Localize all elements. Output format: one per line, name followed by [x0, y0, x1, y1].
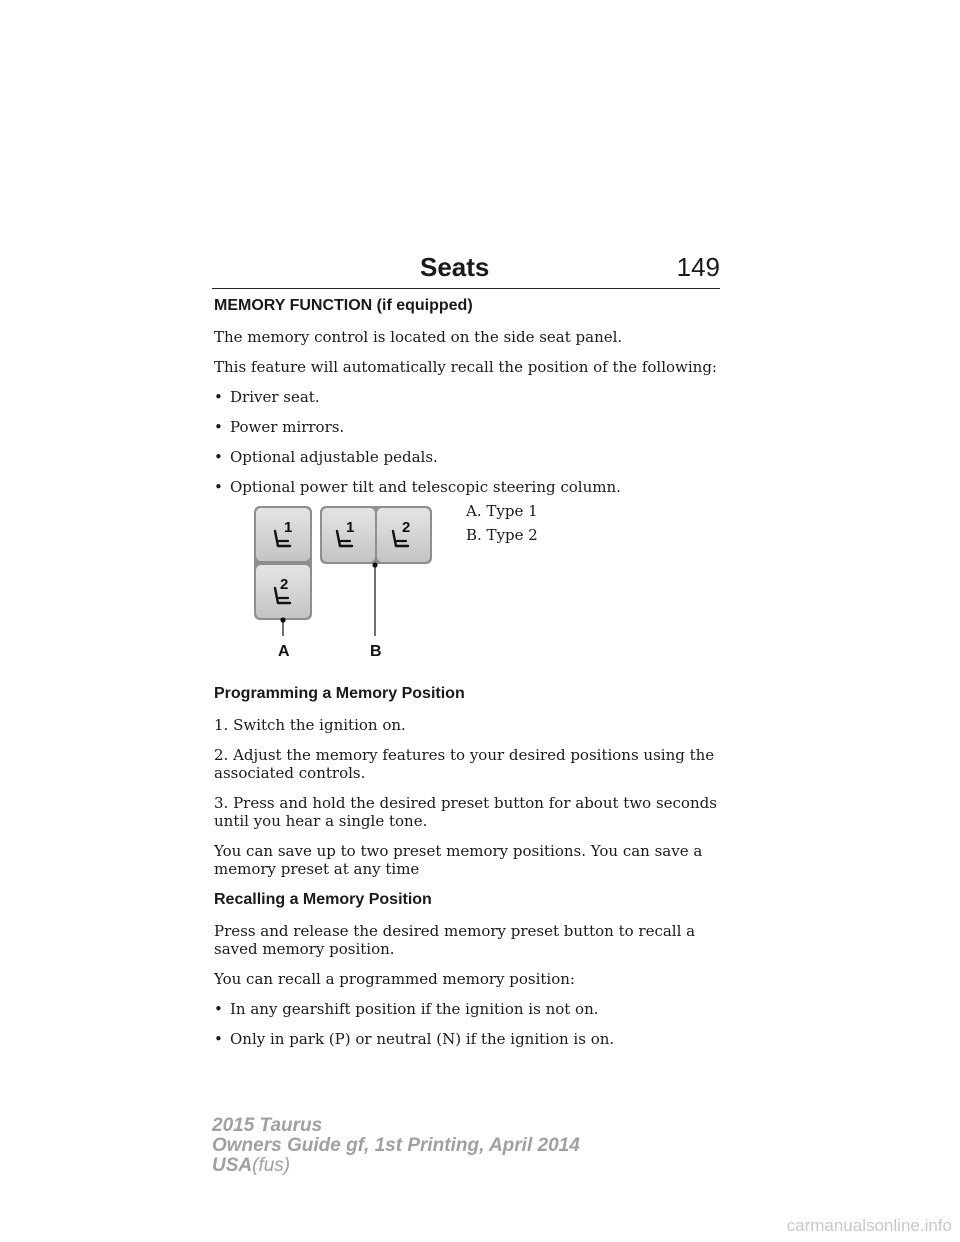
list-item-text: Driver seat. [230, 388, 320, 406]
page-content [214, 296, 734, 1060]
watermark: carmanualsonline.info [786, 1216, 952, 1235]
page-footer [212, 1116, 580, 1176]
button-number-label: 1 [284, 519, 293, 536]
callout-dot-a [280, 617, 285, 622]
button-number-label: 2 [280, 576, 289, 593]
footer-model: 2015 Taurus [212, 1115, 323, 1136]
recalling-lead: You can recall a programmed memory position: [214, 970, 575, 988]
list-item-text: In any gearshift position if the ignition is not on. [230, 1000, 599, 1018]
callout-label-a: A [278, 643, 290, 660]
footer-region-code: USA [212, 1155, 253, 1176]
footer-edition: Owners Guide gf, 1st Printing, April 2014 [212, 1135, 580, 1156]
list-item-text: Optional adjustable pedals. [230, 448, 438, 466]
list-item-text: Only in park (P) or neutral (N) if the ignition is on. [230, 1030, 615, 1048]
recalling-paragraph: Press and release the desired memory preset button to recall a saved memory position. [214, 922, 696, 958]
list-item [214, 448, 734, 466]
step: 2. Adjust the memory features to your desired positions using the associated controls. [214, 746, 715, 782]
bullet: • [214, 418, 223, 436]
footer-region-suffix: (fus) [252, 1155, 291, 1176]
type-2-button-panel [320, 506, 432, 564]
type-1-button-panel [254, 506, 312, 620]
intro-paragraph: This feature will automatically recall the position of the following: [214, 358, 717, 376]
bullet: • [214, 388, 223, 406]
intro-paragraph: The memory control is located on the side seat panel. [214, 328, 623, 346]
bullet: • [214, 1000, 223, 1018]
list-item-text: Optional power tilt and telescopic steering column. [230, 478, 621, 496]
step: 3. Press and hold the desired preset button for about two seconds until you hear a single tone. [214, 794, 717, 830]
list-item [214, 1030, 734, 1048]
programming-note: You can save up to two preset memory positions. You can save a memory preset at any time [214, 842, 703, 878]
list-item [214, 418, 734, 436]
bullet: • [214, 1030, 223, 1048]
section-title: Seats [420, 252, 490, 282]
callout-label-b: B [370, 643, 382, 660]
step: 1. Switch the ignition on. [214, 716, 406, 734]
memory-button-figure [214, 502, 734, 676]
subheading-recalling: Recalling a Memory Position [214, 891, 432, 908]
list-item-text: Power mirrors. [230, 418, 345, 436]
page-header [212, 252, 720, 289]
figure-caption-a: A. Type 1 [466, 502, 538, 520]
list-item [214, 1000, 734, 1018]
button-number-label: 2 [402, 519, 411, 536]
section-heading: MEMORY FUNCTION (if equipped) [214, 297, 473, 314]
footer-region [212, 1156, 580, 1176]
figure-caption-b: B. Type 2 [466, 526, 538, 544]
memory-buttons-illustration [238, 506, 468, 672]
page-number: 149 [676, 252, 720, 282]
list-item [214, 478, 734, 496]
subheading-programming: Programming a Memory Position [214, 685, 465, 702]
callout-dot-b [372, 562, 377, 567]
bullet: • [214, 448, 223, 466]
bullet: • [214, 478, 223, 496]
memory-button-1 [256, 508, 310, 561]
button-number-label: 1 [346, 519, 355, 536]
list-item [214, 388, 734, 406]
